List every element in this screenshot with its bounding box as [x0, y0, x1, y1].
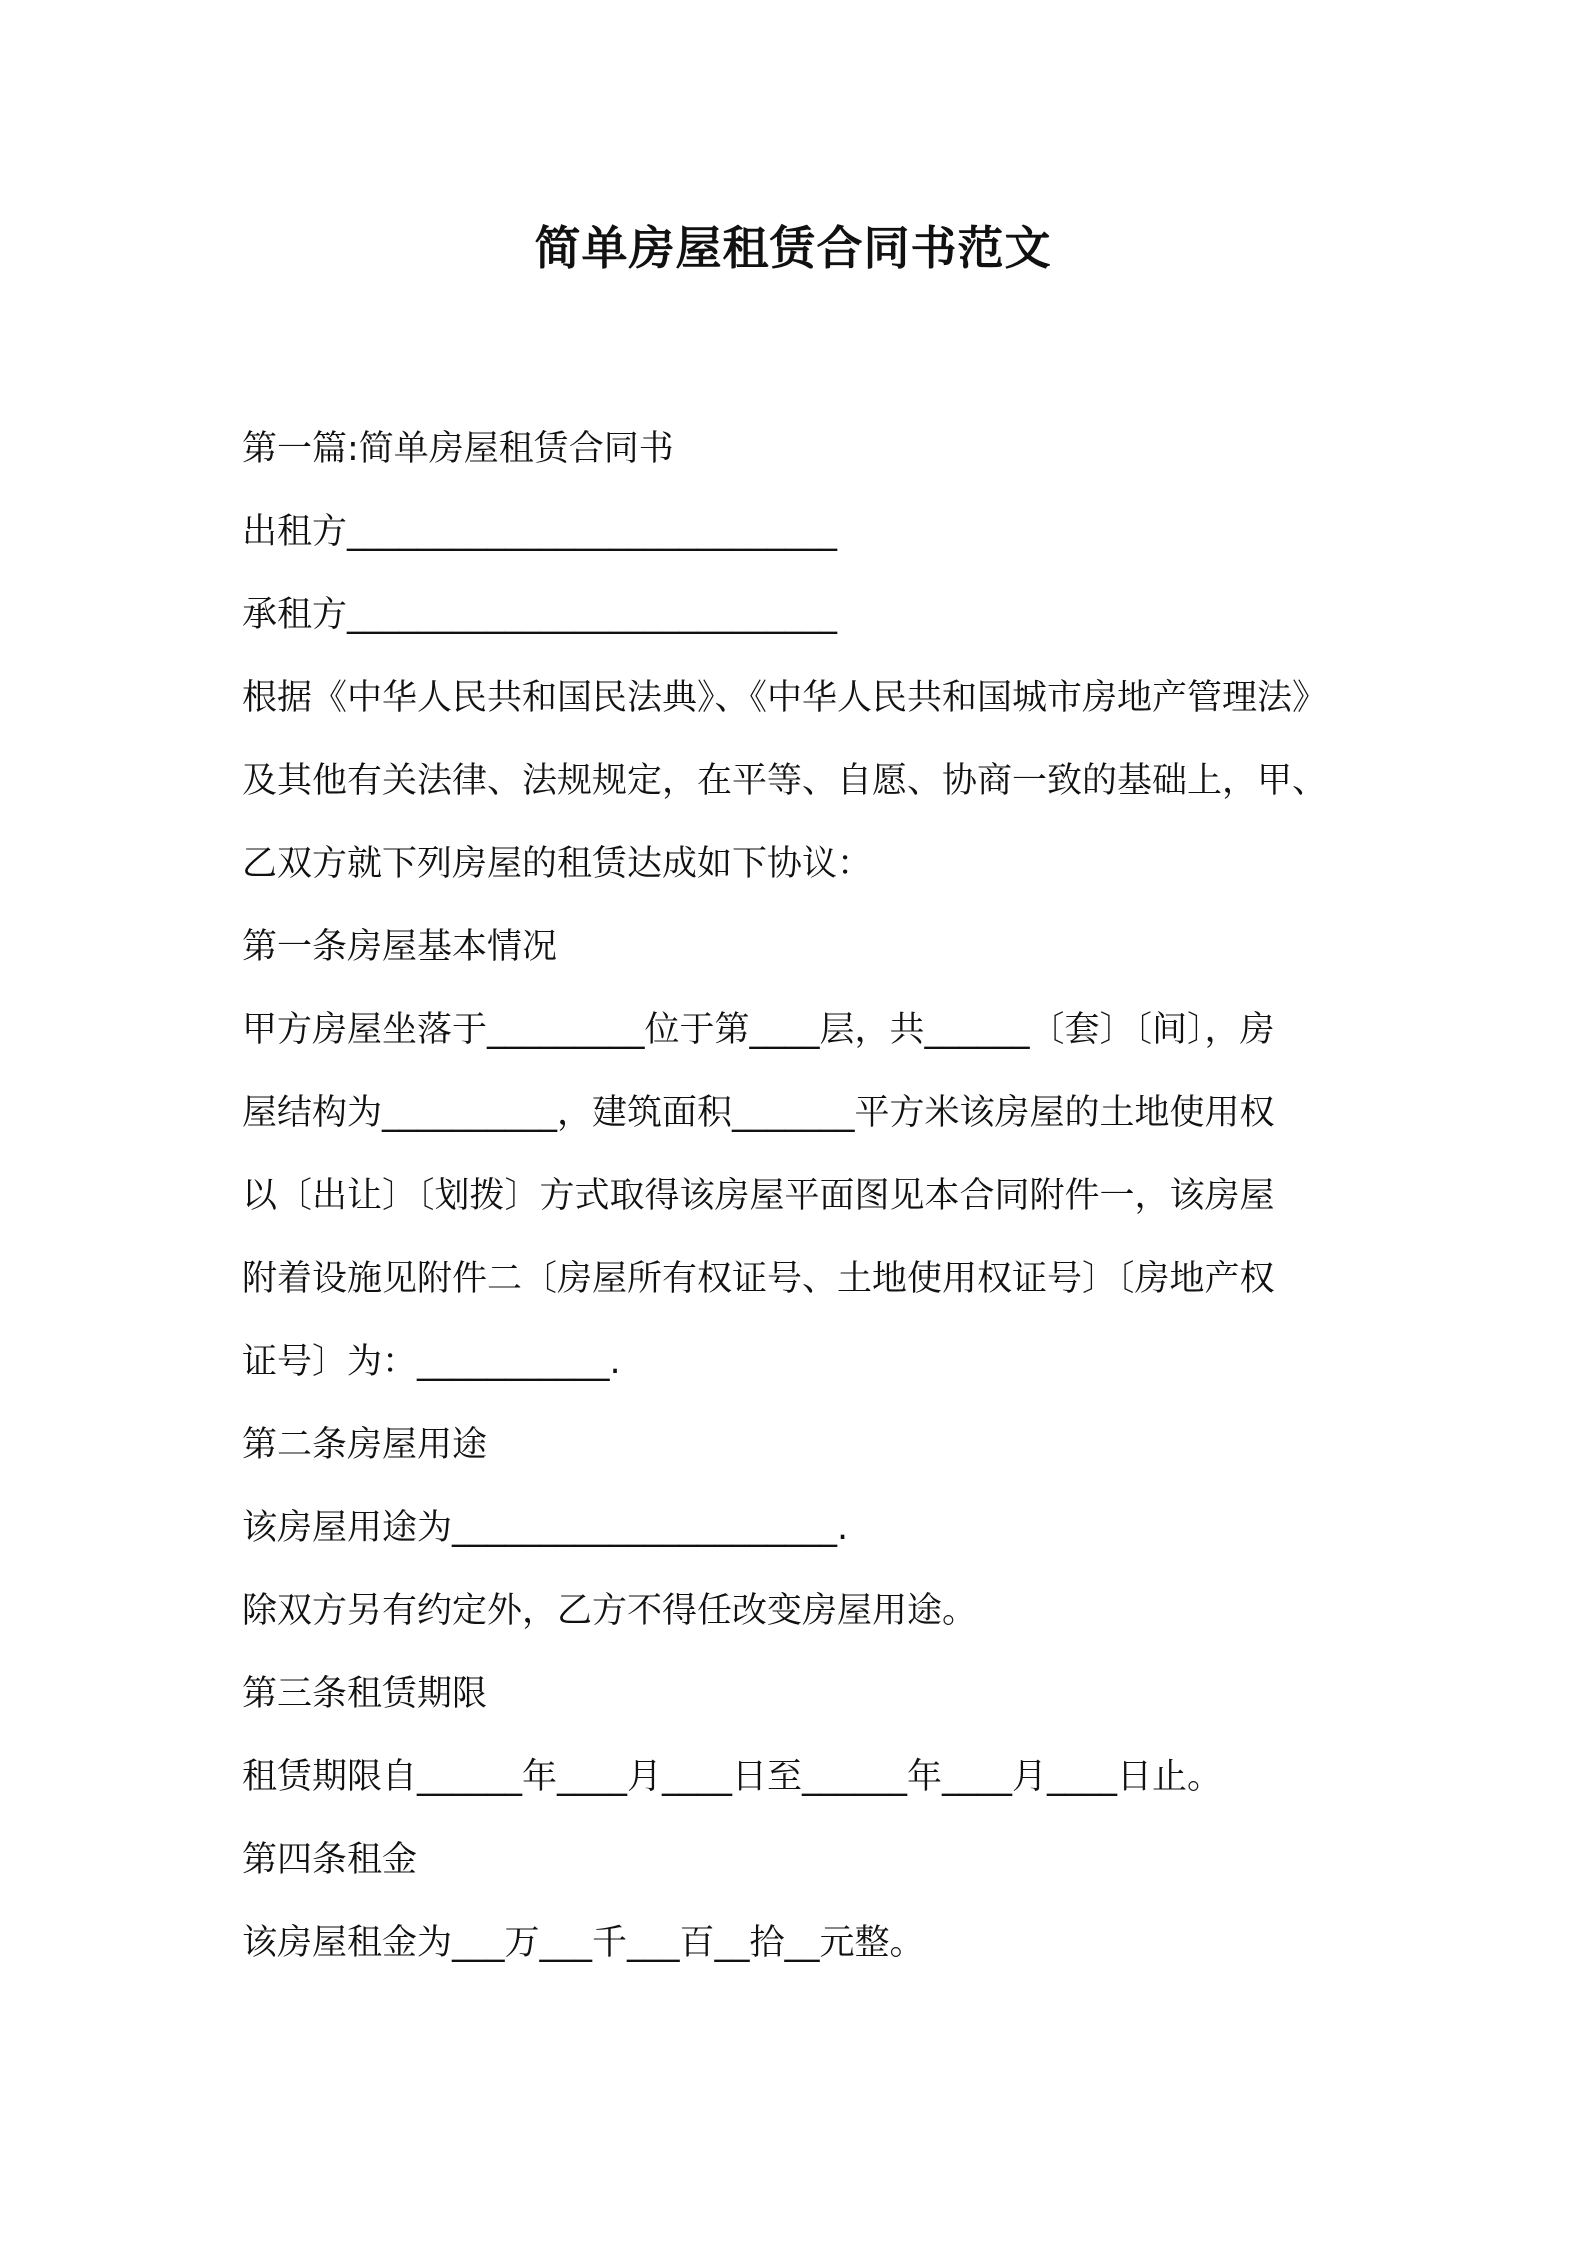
article-1-line-2: 屋结构为__________，建筑面积_______平方米该房屋的土地使用权	[242, 1093, 1275, 1133]
article-1-line-3: 以〔出让〕〔划拨〕方式取得该房屋平面图见本合同附件一，该房屋	[242, 1176, 1275, 1216]
article-3-line-1: 租赁期限自______年____月____日至______年____月____日止。	[242, 1757, 1223, 1797]
preamble-line-1: 根据《中华人民共和国民法典》、《中华人民共和国城市房地产管理法》	[242, 678, 1328, 718]
article-3-title: 第三条租赁期限	[242, 1674, 488, 1714]
article-1-line-1: 甲方房屋坐落于_________位于第____层，共______〔套〕〔间〕，房	[242, 1010, 1275, 1050]
article-2-line-2: 除双方另有约定外，乙方不得任改变房屋用途。	[242, 1591, 978, 1631]
document-title: 简单房屋租赁合同书范文	[534, 221, 1052, 275]
article-1-line-4: 附着设施见附件二〔房屋所有权证号、土地使用权证号〕〔房地产权	[242, 1259, 1275, 1299]
article-4-title: 第四条租金	[242, 1840, 418, 1880]
section-title: 第一篇:简单房屋租赁合同书	[242, 429, 674, 469]
article-2-line-1: 该房屋用途为______________________.	[242, 1508, 849, 1548]
preamble-line-2: 及其他有关法律、法规规定，在平等、自愿、协商一致的基础上，甲、	[242, 761, 1328, 801]
preamble-line-3: 乙双方就下列房屋的租赁达成如下协议：	[242, 844, 873, 884]
lessee-line: 承租方____________________________	[242, 595, 838, 635]
document-body	[242, 408, 1352, 1985]
article-1-line-5: 证号〕为：___________.	[242, 1342, 621, 1382]
article-4-line-1: 该房屋租金为___万___千___百__拾__元整。	[242, 1923, 925, 1963]
lessor-line: 出租方____________________________	[242, 512, 838, 552]
article-1-title: 第一条房屋基本情况	[242, 927, 558, 967]
article-2-title: 第二条房屋用途	[242, 1425, 488, 1465]
